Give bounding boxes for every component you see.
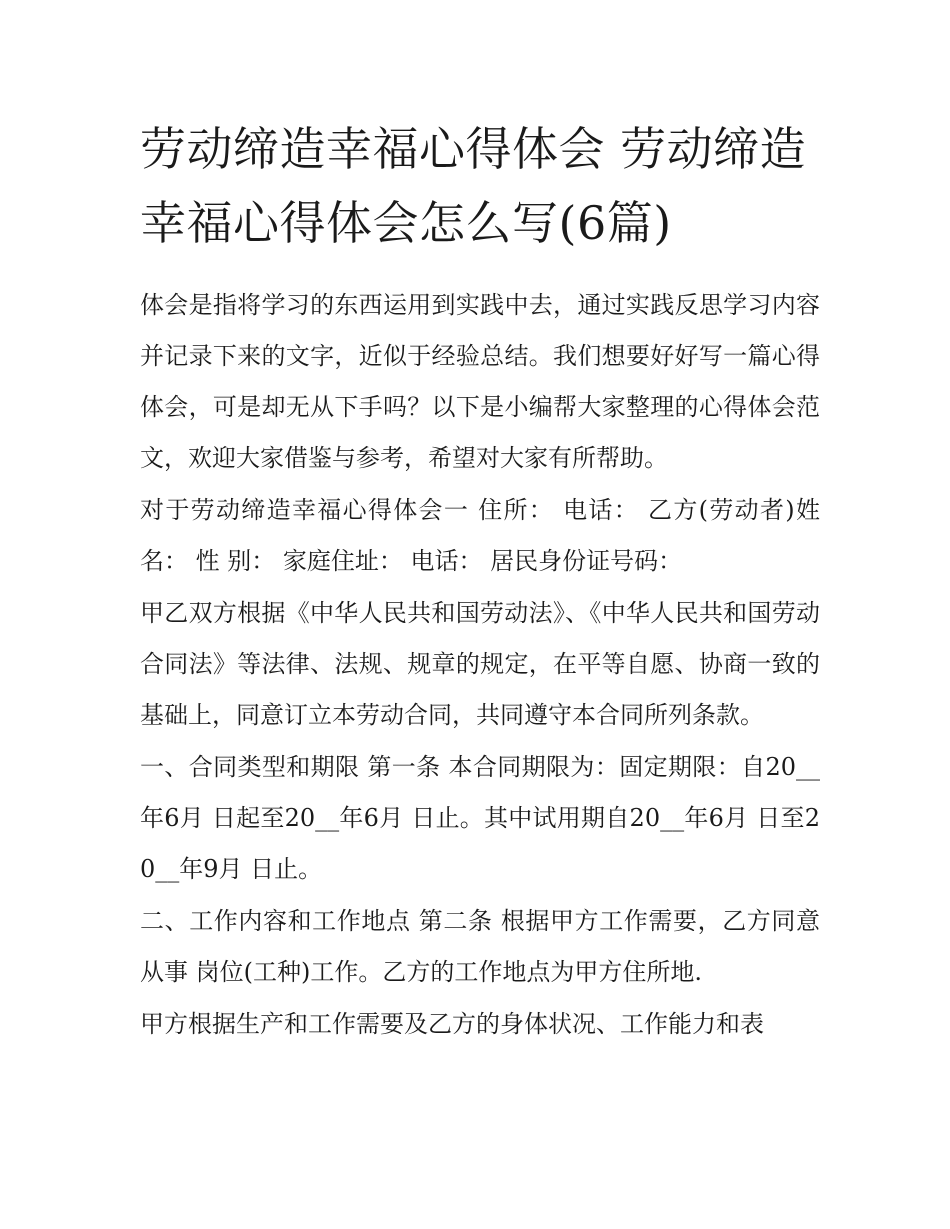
document-title: 劳动缔造幸福心得体会 劳动缔造幸福心得体会怎么写(6篇) bbox=[140, 122, 807, 250]
paragraph-contract-term: 一、合同类型和期限 第一条 本合同期限为：固定期限：自20__年6月 日起至20__年6月 日止。其中试用期自20__年6月 日至20__年9月 日止。 bbox=[140, 753, 820, 883]
paragraph-legal-basis: 甲乙双方根据《中华人民共和国劳动法》、《中华人民共和国劳动合同法》等法律、法规、规章的规定，在平等自愿、协商一致的基础上，同意订立本劳动合同，共同遵守本合同所列条款。 bbox=[140, 599, 820, 729]
paragraph-party-info: 对于劳动缔造幸福心得体会一 住所： 电话： 乙方(劳动者)姓名： 性 别： 家庭住址： 电话： 居民身份证号码： bbox=[140, 496, 820, 575]
document-page bbox=[140, 112, 820, 1051]
paragraph-work-content: 二、工作内容和工作地点 第二条 根据甲方工作需要，乙方同意从事 岗位(工种)工作。乙方的工作地点为甲方住所地. bbox=[140, 907, 820, 986]
paragraph-intro: 体会是指将学习的东西运用到实践中去，通过实践反思学习内容并记录下来的文字，近似于经验总结。我们想要好好写一篇心得体会，可是却无从下手吗？以下是小编帮大家整理的心得体会范文，欢迎大家借鉴与参考，希望对大家有所帮助。 bbox=[140, 291, 820, 472]
paragraph-work-adjustment: 甲方根据生产和工作需要及乙方的身体状况、工作能力和表 bbox=[140, 1010, 764, 1038]
